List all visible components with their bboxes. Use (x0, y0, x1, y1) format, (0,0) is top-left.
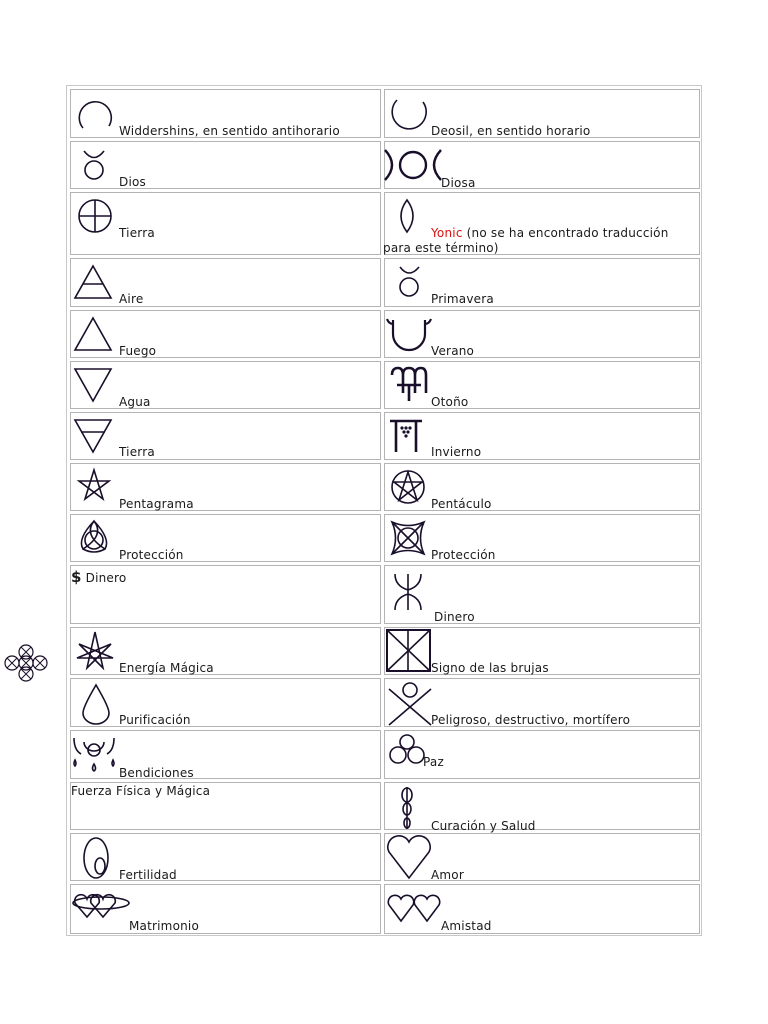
cell-amor (384, 833, 700, 881)
cell-dinero-2 (384, 565, 700, 624)
label-signo-brujas: Signo de las brujas (431, 661, 549, 675)
label-widdershins: Widdershins, en sentido antihorario (119, 124, 340, 138)
label-verano: Verano (431, 344, 475, 358)
cell-otono (384, 361, 700, 409)
earth-triangle-icon (73, 418, 113, 454)
cell-fuego (70, 310, 381, 358)
pentacle-icon (390, 469, 426, 505)
label-pentaculo: Pentáculo (431, 497, 492, 511)
winter-icon (388, 418, 424, 454)
peace-icon (387, 733, 427, 769)
cell-fertilidad (70, 833, 381, 881)
label-peligroso: Peligroso, destructivo, mortífero (431, 713, 631, 727)
money-rune-icon (393, 572, 423, 612)
fire-triangle-icon (73, 316, 113, 352)
label-paz: Paz (423, 755, 444, 769)
label-deosil: Deosil, en sentido horario (431, 124, 591, 138)
label-dinero-1 (71, 568, 126, 586)
label-yonic (431, 226, 669, 240)
cell-verano (384, 310, 700, 358)
label-curacion: Curación y Salud (431, 819, 536, 833)
air-triangle-icon (73, 264, 113, 300)
cell-energia (70, 627, 381, 675)
triquetra-icon (75, 519, 113, 555)
dollar-icon: $ (71, 568, 82, 586)
cell-proteccion-1 (70, 514, 381, 562)
cell-dios (70, 141, 381, 189)
marriage-icon (71, 891, 131, 921)
cell-bendiciones (70, 730, 381, 779)
cell-aire (70, 258, 381, 307)
label-proteccion-2: Protección (431, 548, 496, 562)
cell-amistad (384, 884, 700, 934)
septagram-icon (73, 630, 117, 674)
cell-purificacion (70, 678, 381, 727)
blessing-icon (71, 734, 117, 778)
label-invierno: Invierno (431, 445, 482, 459)
label-matrimonio: Matrimonio (129, 919, 199, 933)
label-yonic-line2: para este término) (383, 241, 499, 255)
widdershins-icon (75, 96, 115, 132)
cell-tierra-1 (70, 192, 381, 255)
label-dios: Dios (119, 175, 146, 189)
cell-pentagrama (70, 463, 381, 511)
cell-fuerza (70, 782, 381, 830)
label-bendiciones: Bendiciones (119, 766, 194, 780)
cell-signo-brujas (384, 627, 700, 675)
deosil-icon (389, 96, 429, 132)
margin-knot-icon (2, 644, 50, 682)
label-tierra-2: Tierra (119, 445, 155, 459)
cell-widdershins (70, 89, 381, 138)
label-dinero-1-text: Dinero (85, 571, 127, 585)
fertility-icon (81, 836, 113, 882)
cell-proteccion-2 (384, 514, 700, 562)
label-amor: Amor (431, 868, 464, 882)
label-aire: Aire (119, 292, 144, 306)
cell-tierra-2 (70, 412, 381, 460)
witches-sign-icon (386, 629, 432, 673)
label-pentagrama: Pentagrama (119, 497, 194, 511)
cell-peligroso (384, 678, 700, 727)
pentagram-icon (77, 468, 111, 502)
label-purificacion: Purificación (119, 713, 191, 727)
cell-curacion (384, 782, 700, 833)
label-dinero-2: Dinero (434, 610, 475, 624)
label-fuerza: Fuerza Física y Mágica (71, 784, 211, 798)
cell-matrimonio (70, 884, 381, 934)
label-primavera: Primavera (431, 292, 494, 306)
triple-moon-icon (383, 147, 443, 183)
scorpio-icon (389, 365, 429, 405)
cell-yonic (384, 192, 700, 255)
symbols-table (66, 85, 702, 936)
label-fertilidad: Fertilidad (119, 868, 177, 882)
taurus-icon (395, 265, 425, 301)
label-proteccion-1: Protección (119, 548, 184, 562)
danger-icon (387, 681, 433, 727)
cell-pentaculo (384, 463, 700, 511)
friendship-icon (387, 893, 443, 923)
label-otono: Otoño (431, 395, 469, 409)
vesica-icon (397, 198, 417, 234)
water-triangle-icon (73, 367, 113, 403)
heart-icon (385, 834, 433, 880)
label-fuego: Fuego (119, 344, 157, 358)
cell-deosil (384, 89, 700, 138)
cell-diosa (384, 141, 700, 189)
drop-icon (79, 683, 113, 725)
cell-paz (384, 730, 700, 779)
label-diosa: Diosa (441, 176, 476, 190)
healing-icon (397, 785, 417, 831)
horned-god-icon (79, 148, 109, 184)
label-energia: Energía Mágica (119, 661, 214, 675)
cell-dinero-1 (70, 565, 381, 624)
label-amistad: Amistad (441, 919, 492, 933)
cell-primavera (384, 258, 700, 307)
cell-invierno (384, 412, 700, 460)
label-yonic-term: Yonic (431, 226, 463, 240)
label-yonic-rest: (no se ha encontrado traducción (462, 226, 669, 240)
circled-cross-icon (75, 196, 115, 236)
knot-icon (389, 519, 427, 557)
label-agua: Agua (119, 395, 151, 409)
summer-icon (385, 316, 433, 352)
label-tierra-1: Tierra (119, 226, 155, 240)
cell-agua (70, 361, 381, 409)
